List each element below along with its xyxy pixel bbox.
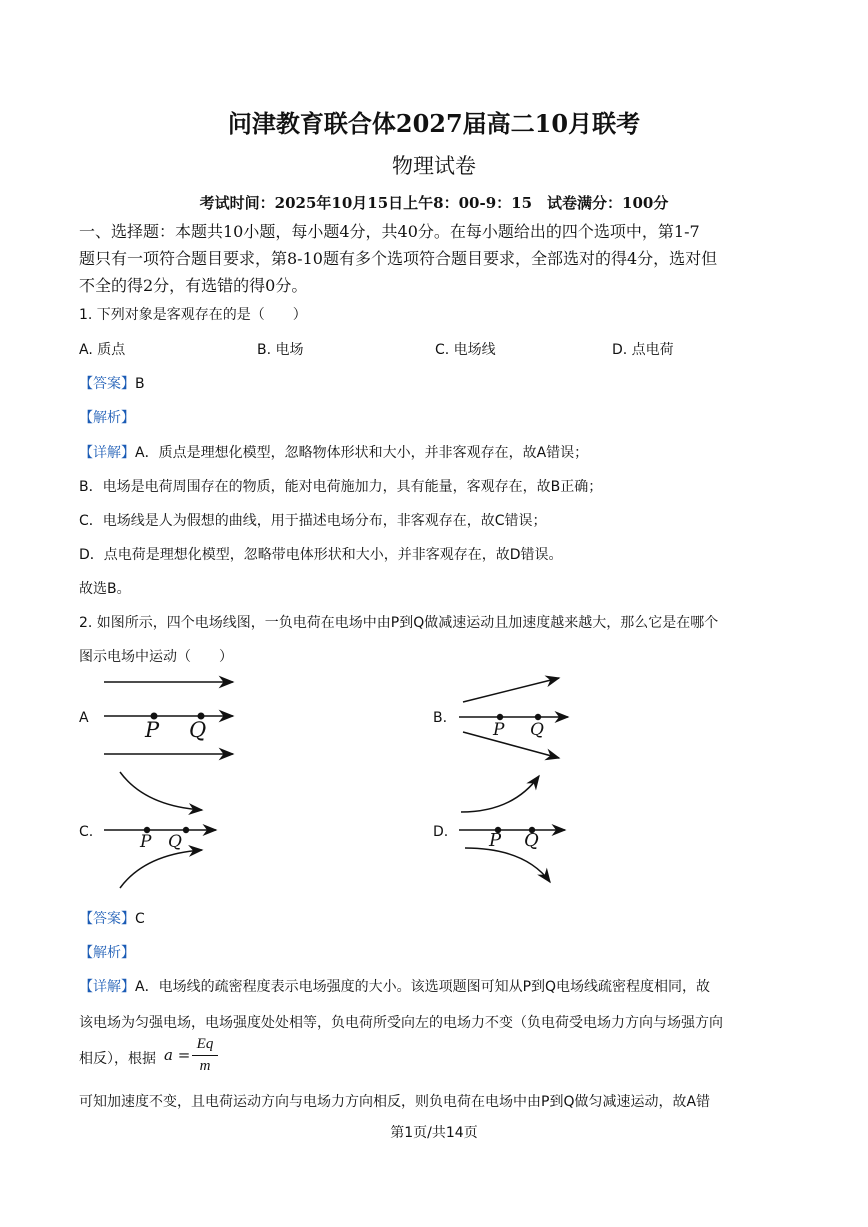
- page-subtitle: 物理试卷: [392, 154, 476, 178]
- section-intro-line: 不全的得2分，有选错的得0分。: [79, 276, 308, 295]
- point-q-label: Q: [189, 718, 207, 742]
- page-title: 问津教育联合体2027届高二10月联考: [227, 109, 641, 138]
- q2-answer: [79, 908, 145, 928]
- point-q-label: Q: [530, 720, 544, 740]
- figure-d-diagram: [455, 768, 575, 892]
- point-p-label: P: [493, 720, 505, 740]
- q1-analysis-tag: [79, 407, 135, 427]
- detail-text: A．质点是理想化模型，忽略物体形状和大小，并非客观存在，故A错误；: [135, 445, 589, 461]
- exam-meta: 考试时间：2025年10月15日上午8：00-9：15 试卷满分：100分: [199, 194, 669, 212]
- point-q-label: Q: [524, 830, 539, 851]
- formula-lhs: a =: [164, 1046, 191, 1064]
- point-q-dot: [183, 827, 189, 833]
- analysis-tag: 【解析】: [79, 945, 135, 961]
- figure-a-diagram: [100, 670, 240, 770]
- answer-value: C: [135, 911, 145, 927]
- figure-b-diagram: [455, 672, 575, 764]
- point-p-label: P: [145, 718, 160, 742]
- detail-tag: 【详解】: [79, 979, 135, 995]
- section-intro-line: 一、选择题：本题共10小题，每小题4分，共40分。在每小题给出的四个选项中，第1-7: [79, 222, 700, 241]
- figure-label-c: C.: [79, 824, 94, 840]
- question-2-stem: 图示电场中运动（ ）: [79, 649, 233, 665]
- point-q-label: Q: [168, 832, 182, 852]
- field-line: [120, 772, 202, 810]
- question-1-stem: 1. 下列对象是客观存在的是（ ）: [79, 307, 307, 323]
- page-footer: 第1页/共14页: [390, 1125, 478, 1141]
- figure-c-diagram: [100, 768, 230, 892]
- point-p-label: P: [489, 830, 502, 851]
- q1-option-c: C. 电场线: [435, 342, 496, 358]
- answer-tag: 【答案】: [79, 911, 135, 927]
- detail-tag: 【详解】: [79, 445, 135, 461]
- q1-detail-c: C．电场线是人为假想的曲线，用于描述电场分布，非客观存在，故C错误；: [79, 513, 547, 529]
- q2-detail-line: 可知加速度不变，且电荷运动方向与电场力方向相反，则负电荷在电场中由P到Q做匀减速运动，故A错: [79, 1094, 711, 1110]
- analysis-tag: 【解析】: [79, 410, 135, 426]
- field-line: [463, 732, 559, 758]
- answer-value: B: [135, 376, 145, 392]
- q2-analysis-tag: [79, 942, 135, 962]
- q1-detail-d: D．点电荷是理想化模型，忽略带电体形状和大小，并非客观存在，故D错误。: [79, 547, 563, 563]
- field-line: [465, 848, 550, 882]
- field-line: [463, 678, 559, 702]
- formula-fraction: [190, 1036, 220, 1075]
- q1-detail-a: [79, 442, 588, 462]
- q1-option-d: D. 点电荷: [612, 342, 674, 358]
- field-line: [120, 850, 202, 888]
- section-intro-line: 题只有一项符合题目要求，第8-10题有多个选项符合题目要求，全部选对的得4分，选对但: [79, 249, 718, 268]
- figure-label-a: A: [79, 710, 89, 726]
- q2-detail-line: 该电场为匀强电场，电场强度处处相等，负电荷所受向左的电场力不变（负电荷受电场力方向与场强方向: [79, 1015, 723, 1031]
- point-p-label: P: [140, 832, 152, 852]
- field-line: [461, 776, 539, 812]
- q2-detail-line: [79, 976, 710, 996]
- fraction-bar: [192, 1055, 218, 1056]
- figure-label-d: D.: [433, 824, 449, 840]
- formula-numerator: Eq: [196, 1036, 214, 1052]
- detail-text: A．电场线的疏密程度表示电场强度的大小。该选项题图可知从P到Q电场线疏密程度相同，故: [135, 979, 711, 995]
- answer-tag: 【答案】: [79, 376, 135, 392]
- q1-detail-b: B．电场是电荷周围存在的物质，能对电荷施加力，具有能量，客观存在，故B正确；: [79, 479, 603, 495]
- q1-option-a: A. 质点: [79, 342, 126, 358]
- q1-conclusion: 故选B。: [79, 581, 131, 597]
- q1-option-b: B. 电场: [257, 342, 304, 358]
- formula-denominator: m: [199, 1058, 211, 1074]
- q2-detail-line: 相反），根据: [79, 1051, 156, 1067]
- question-2-stem: 2. 如图所示，四个电场线图，一负电荷在电场中由P到Q做减速运动且加速度越来越大，那么它是在哪个: [79, 615, 719, 631]
- figure-label-b: B.: [433, 710, 448, 726]
- q1-answer: [79, 373, 145, 393]
